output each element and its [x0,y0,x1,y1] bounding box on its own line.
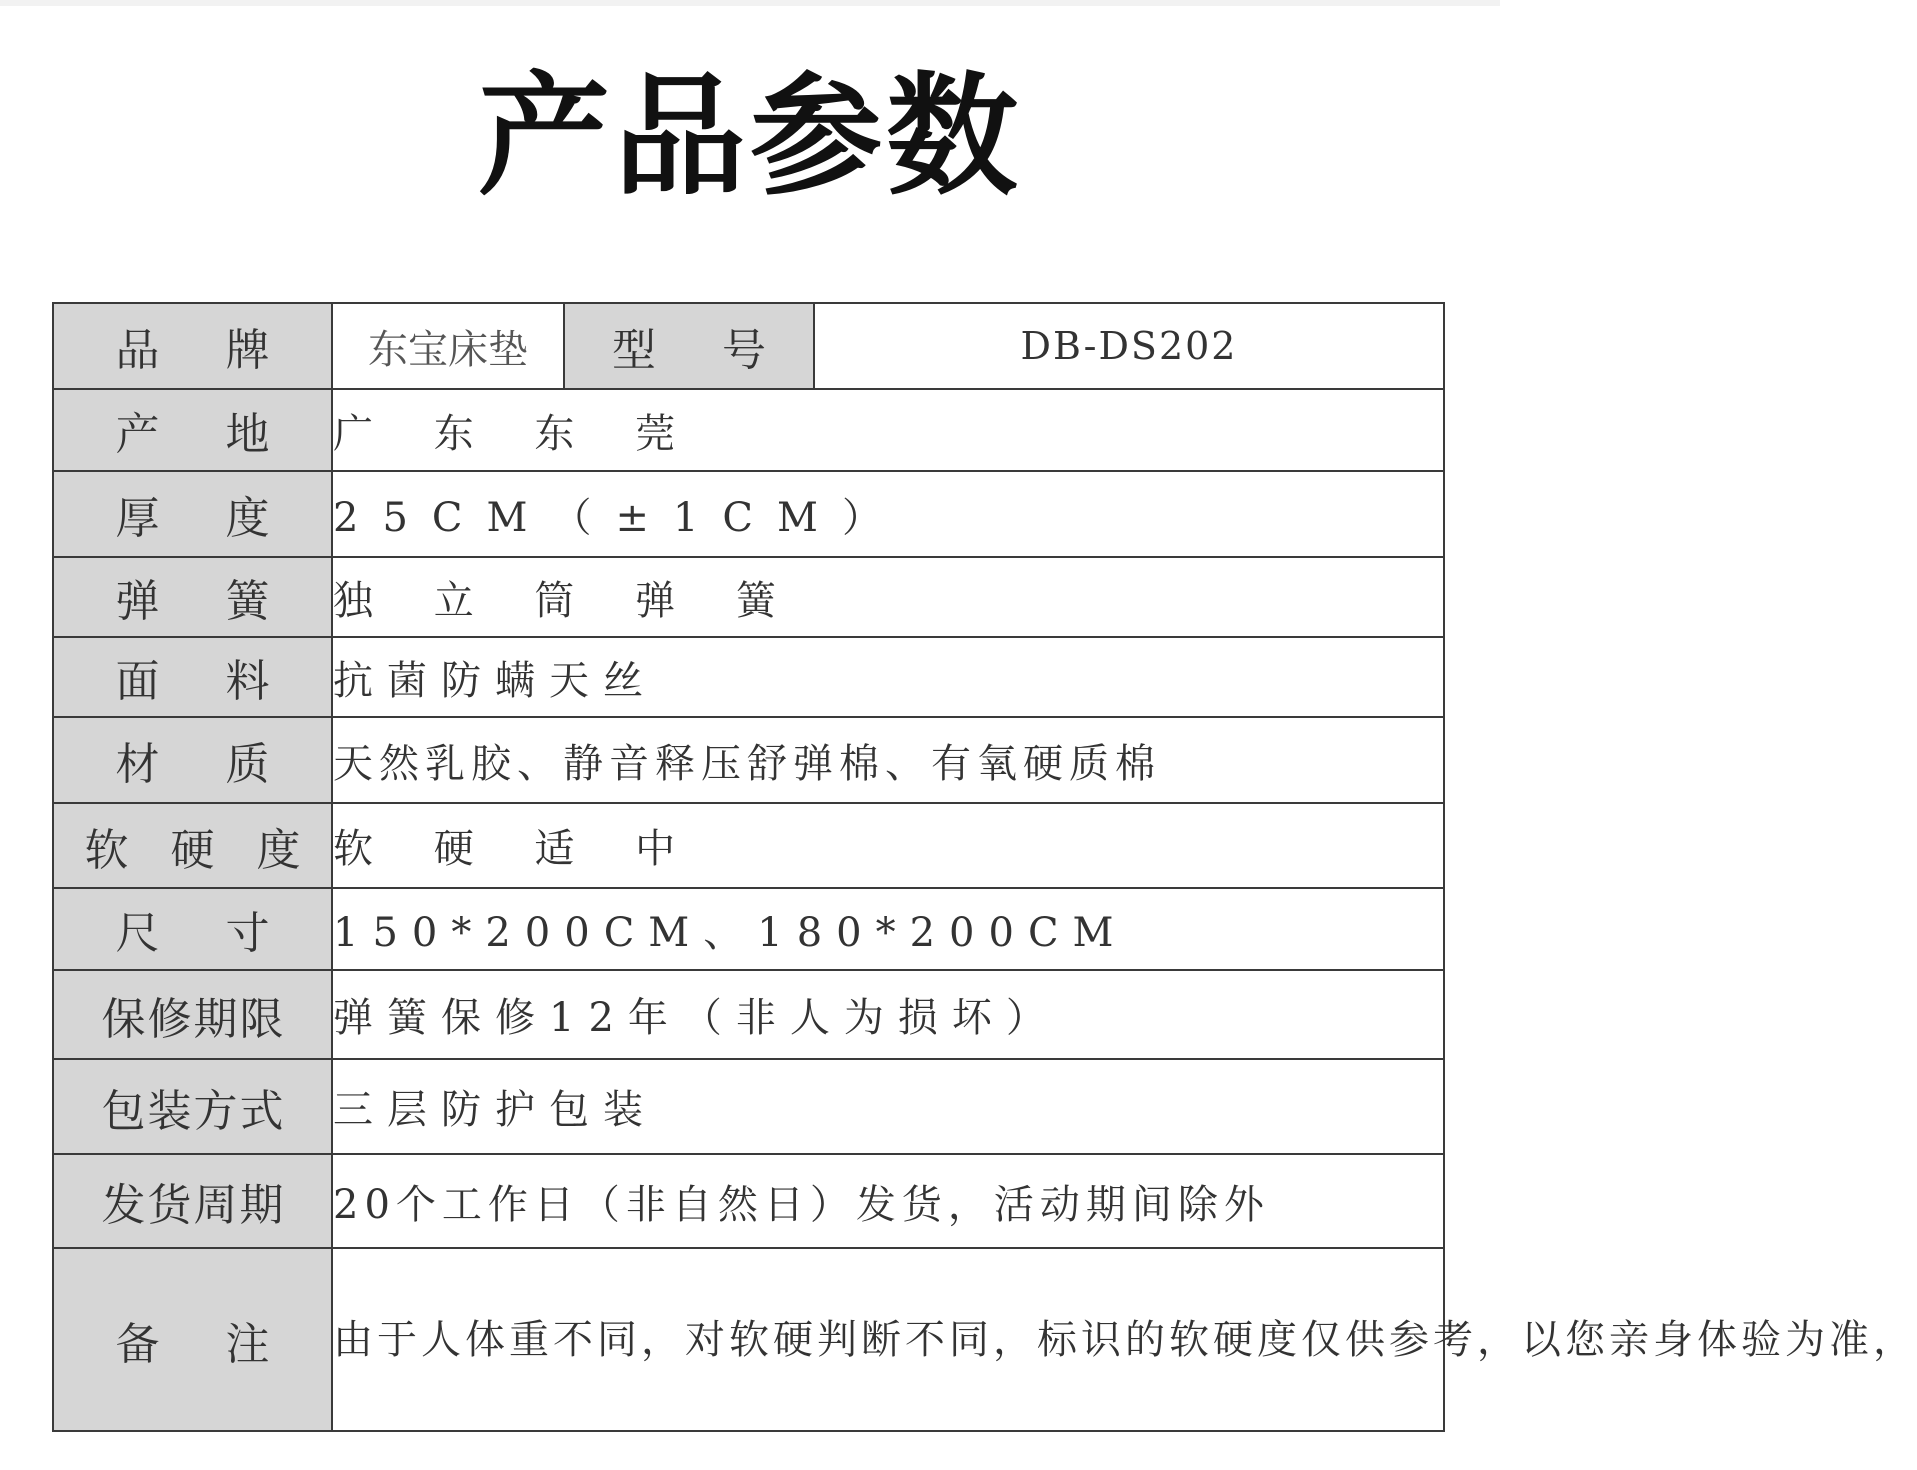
table-row-spring [53,557,1444,637]
note-value: 由于人体重不同，对软硬判断不同，标识的软硬度仅供参考，以您亲身体验为准， [332,1248,1444,1431]
warranty-label: 保修期限 [53,970,332,1059]
note-label: 备 注 [53,1248,332,1431]
table-row-size [53,888,1444,970]
thickness-value: 25CM（±1CM） [332,471,1444,557]
fabric-value: 抗菌防螨天丝 [332,637,1444,717]
warranty-value: 弹簧保修12年（非人为损坏） [332,970,1444,1059]
firmness-value: 软 硬 适 中 [332,803,1444,888]
material-label: 材 质 [53,717,332,803]
table-row-note [53,1248,1444,1431]
top-strip [0,0,1500,6]
table-row-warranty [53,970,1444,1059]
packaging-value: 三层防护包装 [332,1059,1444,1154]
product-params-table [52,302,1917,1432]
size-value: 150*200CM、180*200CM [332,888,1444,970]
table-row-firmness [53,803,1444,888]
model-value: DB-DS202 [814,303,1444,389]
table-row-thickness [53,471,1444,557]
origin-value: 广 东 东 莞 [332,389,1444,471]
brand-label: 品 牌 [53,303,332,389]
model-label: 型 号 [564,303,814,389]
spring-value: 独 立 筒 弹 簧 [332,557,1444,637]
firmness-label: 软 硬 度 [53,803,332,888]
size-label: 尺 寸 [53,888,332,970]
table-row-material [53,717,1444,803]
table-row-origin [53,389,1444,471]
spring-label: 弹 簧 [53,557,332,637]
table-row-fabric [53,637,1444,717]
table-row-brand [53,303,1444,389]
fabric-label: 面 料 [53,637,332,717]
page-title: 产品参数 [478,60,1022,214]
delivery-label: 发货周期 [53,1154,332,1248]
table-row-packaging [53,1059,1444,1154]
origin-label: 产 地 [53,389,332,471]
table-row-delivery [53,1154,1444,1248]
packaging-label: 包装方式 [53,1059,332,1154]
delivery-value: 20个工作日（非自然日）发货，活动期间除外 [332,1154,1444,1248]
material-value: 天然乳胶、静音释压舒弹棉、有氧硬质棉 [332,717,1444,803]
thickness-label: 厚 度 [53,471,332,557]
brand-value: 东宝床垫 [332,303,564,389]
